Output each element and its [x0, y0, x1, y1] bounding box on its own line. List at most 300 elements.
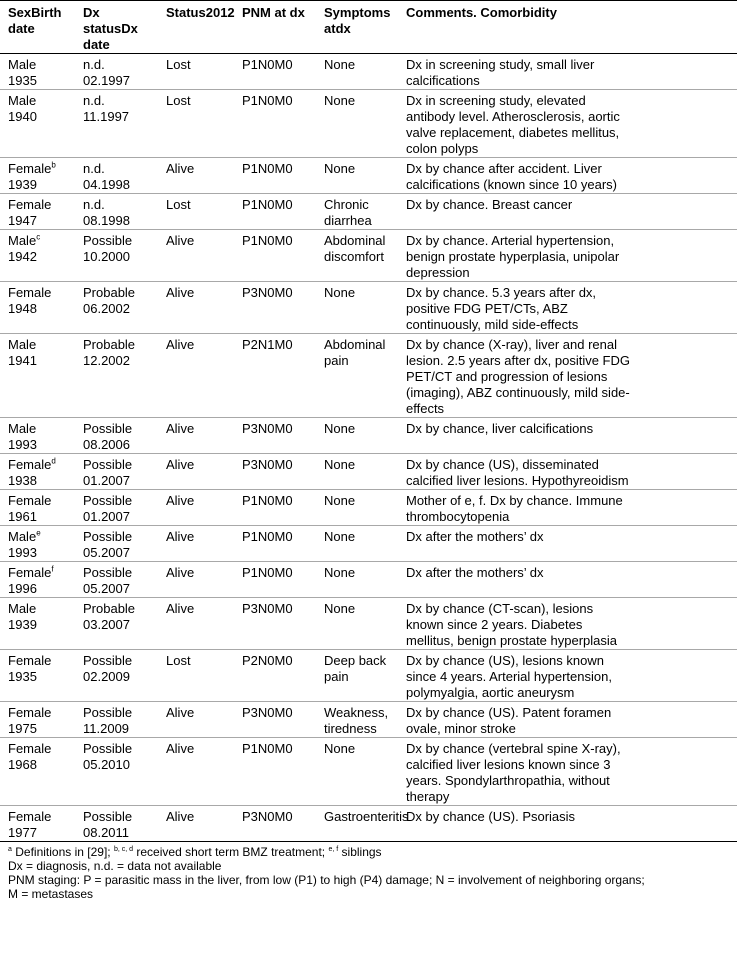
sex-label: [8, 741, 72, 757]
cell-pnm: [234, 702, 316, 738]
cell-sex-birth: [0, 598, 75, 650]
cell-comments: [398, 738, 737, 806]
dx-date: 11.2009: [83, 721, 130, 736]
dx-date: 08.1998: [83, 213, 130, 228]
cell-dx-status: [75, 454, 158, 490]
table-row: [0, 90, 737, 158]
symptoms-line: tiredness: [324, 721, 377, 736]
symptoms-line: discomfort: [324, 249, 384, 264]
birth-date: 1947: [8, 213, 37, 228]
table-row: [0, 490, 737, 526]
cell-comments: [398, 282, 737, 334]
cell-symptoms: [316, 194, 398, 230]
cell-sex-birth: [0, 418, 75, 454]
dx-date: 03.2007: [83, 617, 130, 632]
table-row: [0, 806, 737, 842]
birth-date: 1968: [8, 757, 37, 772]
cell-dx-status: [75, 158, 158, 194]
cell-pnm: [234, 194, 316, 230]
sex-value: Female: [8, 653, 52, 668]
footnote-marker: d: [51, 456, 56, 466]
cell-symptoms: [316, 702, 398, 738]
sex-label: [8, 337, 72, 353]
sex-value: Female: [8, 741, 52, 756]
cell-dx-status: [75, 282, 158, 334]
header-comments: Comments. Comorbidity: [398, 1, 737, 54]
dx-status: Possible: [83, 565, 133, 580]
table-row: [0, 562, 737, 598]
sex-value: Female: [8, 565, 52, 580]
cell-status-2012: [158, 418, 234, 454]
dx-date: 01.2007: [83, 473, 130, 488]
comment-line: Dx by chance (vertebral spine X-ray),: [406, 741, 621, 756]
comment-line: Dx by chance. 5.3 years after dx,: [406, 285, 597, 300]
sex-value: Female: [8, 161, 52, 176]
sex-label: [8, 93, 72, 109]
cell-dx-status: [75, 598, 158, 650]
status-2012: Alive: [166, 285, 195, 300]
cell-status-2012: [158, 194, 234, 230]
symptoms-line: pain: [324, 353, 349, 368]
pnm-stage: P1N0M0: [242, 493, 293, 508]
pnm-stage: P3N0M0: [242, 457, 293, 472]
sex-label: [8, 565, 72, 581]
cell-dx-status: [75, 334, 158, 418]
cell-symptoms: [316, 418, 398, 454]
status-2012: Alive: [166, 741, 195, 756]
sex-label: [8, 421, 72, 437]
footnote-marker: e: [36, 528, 41, 538]
symptoms-line: None: [324, 741, 356, 756]
cell-comments: [398, 194, 737, 230]
comment-line: Dx in screening study, small liver: [406, 57, 595, 72]
sex-label: [8, 809, 72, 825]
symptoms-line: Abdominal: [324, 337, 386, 352]
dx-status: Probable: [83, 285, 136, 300]
cell-sex-birth: [0, 702, 75, 738]
cell-sex-birth: [0, 90, 75, 158]
dx-date: 02.1997: [83, 73, 130, 88]
dx-date: 10.2000: [83, 249, 130, 264]
birth-date: 1996: [8, 581, 37, 596]
cell-pnm: [234, 490, 316, 526]
cell-dx-status: [75, 806, 158, 842]
cell-pnm: [234, 282, 316, 334]
cell-dx-status: [75, 702, 158, 738]
comment-line: Dx by chance (US), disseminated: [406, 457, 599, 472]
table-row: [0, 194, 737, 230]
cell-status-2012: [158, 54, 234, 90]
cell-pnm: [234, 454, 316, 490]
birth-date: 1939: [8, 617, 37, 632]
cell-comments: [398, 598, 737, 650]
dx-status: Possible: [83, 457, 133, 472]
cell-comments: [398, 562, 737, 598]
dx-status: n.d.: [83, 93, 105, 108]
comment-line: Dx after the mothers’ dx: [406, 565, 544, 580]
cell-status-2012: [158, 454, 234, 490]
symptoms-line: None: [324, 565, 356, 580]
cell-dx-status: [75, 90, 158, 158]
comment-line: years. Spondylarthropathia, without: [406, 773, 610, 788]
comment-line: known since 2 years. Diabetes: [406, 617, 583, 632]
birth-date: 1935: [8, 669, 37, 684]
table-row: [0, 526, 737, 562]
dx-date: 04.1998: [83, 177, 130, 192]
birth-date: 1993: [8, 545, 37, 560]
cell-comments: [398, 54, 737, 90]
symptoms-line: None: [324, 457, 356, 472]
comment-line: calcifications (known since 10 years): [406, 177, 617, 192]
cell-status-2012: [158, 598, 234, 650]
sex-label: [8, 601, 72, 617]
comment-line: calcified liver lesions known since 3: [406, 757, 611, 772]
sex-label: [8, 285, 72, 301]
sex-value: Female: [8, 809, 52, 824]
cell-symptoms: [316, 90, 398, 158]
status-2012: Alive: [166, 421, 195, 436]
table-row: [0, 598, 737, 650]
cell-pnm: [234, 334, 316, 418]
comment-line: valve replacement, diabetes mellitus,: [406, 125, 620, 140]
sex-value: Male: [8, 529, 37, 544]
cell-status-2012: [158, 230, 234, 282]
dx-status: n.d.: [83, 57, 105, 72]
table-header-row: [0, 1, 737, 54]
cell-pnm: [234, 418, 316, 454]
footnote-line-4: M = metastases: [8, 887, 94, 901]
symptoms-line: None: [324, 57, 356, 72]
pnm-stage: P1N0M0: [242, 741, 293, 756]
status-2012: Lost: [166, 93, 191, 108]
cell-pnm: [234, 230, 316, 282]
cell-pnm: [234, 806, 316, 842]
cell-status-2012: [158, 562, 234, 598]
cell-status-2012: [158, 282, 234, 334]
birth-date: 1942: [8, 249, 37, 264]
comment-line: colon polyps: [406, 141, 479, 156]
dx-date: 05.2007: [83, 545, 130, 560]
cell-sex-birth: [0, 454, 75, 490]
footnote-line-1: $^a$ Definitions in [29]; $^{b, c, d}$ received short term BMZ treatment; $^{e, f}$ siblings: [8, 845, 382, 859]
footnote-line-2: Dx = diagnosis, n.d. = data not available: [8, 859, 222, 873]
dx-status: Possible: [83, 529, 133, 544]
comment-line: calcified liver lesions. Hypothyreoidism: [406, 473, 629, 488]
dx-date: 05.2010: [83, 757, 130, 772]
header-symptoms: Symptoms atdx: [316, 1, 398, 54]
cell-dx-status: [75, 526, 158, 562]
cell-sex-birth: [0, 650, 75, 702]
comment-line: Dx by chance after accident. Liver: [406, 161, 602, 176]
status-2012: Lost: [166, 197, 191, 212]
cell-status-2012: [158, 334, 234, 418]
table-row: [0, 738, 737, 806]
cell-pnm: [234, 54, 316, 90]
cell-comments: [398, 454, 737, 490]
sex-value: Female: [8, 493, 52, 508]
cell-sex-birth: [0, 282, 75, 334]
pnm-stage: P3N0M0: [242, 285, 293, 300]
symptoms-line: Abdominal: [324, 233, 386, 248]
birth-date: 1993: [8, 437, 37, 452]
table-row: [0, 334, 737, 418]
comment-line: PET/CT and progression of lesions: [406, 369, 608, 384]
comment-line: Dx by chance. Arterial hypertension,: [406, 233, 615, 248]
cell-symptoms: [316, 598, 398, 650]
sex-label: [8, 529, 72, 545]
cell-sex-birth: [0, 334, 75, 418]
table-row: [0, 454, 737, 490]
symptoms-line: Chronic: [324, 197, 369, 212]
dx-date: 11.1997: [83, 109, 130, 124]
symptoms-line: None: [324, 601, 356, 616]
cell-symptoms: [316, 650, 398, 702]
birth-date: 1935: [8, 73, 37, 88]
dx-date: 01.2007: [83, 509, 130, 524]
sex-value: Female: [8, 457, 52, 472]
dx-date: 05.2007: [83, 581, 130, 596]
dx-status: Probable: [83, 337, 136, 352]
header-pnm: PNM at dx: [234, 1, 316, 54]
cell-pnm: [234, 650, 316, 702]
cell-sex-birth: [0, 562, 75, 598]
comment-line: positive FDG PET/CTs, ABZ: [406, 301, 568, 316]
comment-line: Dx by chance (X-ray), liver and renal: [406, 337, 617, 352]
cell-comments: [398, 490, 737, 526]
table-row: [0, 418, 737, 454]
cell-pnm: [234, 526, 316, 562]
cell-pnm: [234, 562, 316, 598]
comment-line: calcifications: [406, 73, 480, 88]
cell-dx-status: [75, 562, 158, 598]
pnm-stage: P3N0M0: [242, 421, 293, 436]
comment-line: Dx by chance (US). Patent foramen: [406, 705, 612, 720]
sex-label: [8, 233, 72, 249]
table-row: [0, 650, 737, 702]
pnm-stage: P1N0M0: [242, 565, 293, 580]
dx-date: 08.2011: [83, 825, 130, 840]
sex-value: Female: [8, 705, 52, 720]
birth-date: 1948: [8, 301, 37, 316]
dx-status: Possible: [83, 653, 133, 668]
comment-line: benign prostate hyperplasia, unipolar: [406, 249, 620, 264]
comment-line: Dx in screening study, elevated: [406, 93, 586, 108]
comment-line: mellitus, benign prostate hyperplasia: [406, 633, 618, 648]
cell-status-2012: [158, 650, 234, 702]
pnm-stage: P1N0M0: [242, 197, 293, 212]
dx-status: Possible: [83, 809, 133, 824]
cell-comments: [398, 418, 737, 454]
dx-date: 08.2006: [83, 437, 130, 452]
status-2012: Alive: [166, 457, 195, 472]
pnm-stage: P1N0M0: [242, 161, 293, 176]
cell-sex-birth: [0, 230, 75, 282]
cell-comments: [398, 702, 737, 738]
dx-date: 12.2002: [83, 353, 130, 368]
cell-symptoms: [316, 526, 398, 562]
cell-dx-status: [75, 418, 158, 454]
cell-symptoms: [316, 158, 398, 194]
status-2012: Lost: [166, 57, 191, 72]
footnote-marker: f: [51, 564, 54, 574]
dx-status: Possible: [83, 233, 133, 248]
header-status: Status2012: [158, 1, 234, 54]
cell-symptoms: [316, 54, 398, 90]
comment-line: Dx by chance, liver calcifications: [406, 421, 594, 436]
cell-dx-status: [75, 230, 158, 282]
comment-line: depression: [406, 265, 470, 280]
pnm-stage: P1N0M0: [242, 529, 293, 544]
footnote-marker: b: [51, 160, 56, 170]
status-2012: Alive: [166, 809, 195, 824]
comment-line: polymyalgia, aortic aneurysm: [406, 685, 575, 700]
comment-line: Dx by chance (US). Psoriasis: [406, 809, 576, 824]
sex-value: Male: [8, 421, 37, 436]
cell-symptoms: [316, 806, 409, 842]
cell-status-2012: [158, 490, 234, 526]
cell-status-2012: [158, 738, 234, 806]
symptoms-line: None: [324, 161, 356, 176]
cell-dx-status: [75, 54, 158, 90]
symptoms-line: None: [324, 93, 356, 108]
header-sex-birth: SexBirth date: [0, 1, 75, 54]
birth-date: 1941: [8, 353, 37, 368]
table-row: [0, 158, 737, 194]
cell-status-2012: [158, 526, 234, 562]
cell-status-2012: [158, 90, 234, 158]
sex-label: [8, 57, 72, 73]
sex-label: [8, 493, 72, 509]
pnm-stage: P3N0M0: [242, 705, 293, 720]
comment-line: effects: [406, 401, 445, 416]
symptoms-line: Weakness,: [324, 705, 389, 720]
table-row: [0, 702, 737, 738]
cell-symptoms: [316, 230, 398, 282]
birth-date: 1938: [8, 473, 37, 488]
pnm-stage: P1N0M0: [242, 233, 293, 248]
cell-symptoms: [316, 454, 398, 490]
cell-comments: [398, 526, 737, 562]
pnm-stage: P1N0M0: [242, 57, 293, 72]
sex-label: [8, 197, 72, 213]
status-2012: Alive: [166, 493, 195, 508]
pnm-stage: P1N0M0: [242, 93, 293, 108]
table-row: [0, 230, 737, 282]
status-2012: Alive: [166, 565, 195, 580]
sex-value: Female: [8, 197, 52, 212]
cell-sex-birth: [0, 806, 75, 842]
birth-date: 1975: [8, 721, 37, 736]
cell-symptoms: [316, 490, 398, 526]
cell-sex-birth: [0, 738, 75, 806]
sex-value: Male: [8, 337, 37, 352]
birth-date: 1961: [8, 509, 37, 524]
comment-line: continuously, mild side-effects: [406, 317, 579, 332]
dx-status: Probable: [83, 601, 136, 616]
dx-date: 02.2009: [83, 669, 130, 684]
cell-pnm: [234, 90, 316, 158]
sex-label: [8, 705, 72, 721]
cell-sex-birth: [0, 158, 75, 194]
sex-value: Male: [8, 93, 37, 108]
status-2012: Alive: [166, 233, 195, 248]
cell-pnm: [234, 598, 316, 650]
status-2012: Alive: [166, 601, 195, 616]
sex-label: [8, 161, 72, 177]
cell-symptoms: [316, 282, 398, 334]
cell-dx-status: [75, 738, 158, 806]
status-2012: Alive: [166, 529, 195, 544]
comment-line: antibody level. Atherosclerosis, aortic: [406, 109, 620, 124]
comment-line: lesion. 2.5 years after dx, positive FDG: [406, 353, 630, 368]
symptoms-line: None: [324, 285, 356, 300]
comment-line: thrombocytopenia: [406, 509, 510, 524]
pnm-stage: P3N0M0: [242, 601, 293, 616]
comment-line: Dx by chance (CT-scan), lesions: [406, 601, 594, 616]
cell-status-2012: [158, 702, 234, 738]
birth-date: 1940: [8, 109, 37, 124]
footnote-line-3: PNM staging: P = parasitic mass in the liver, from low (P1) to high (P4) damage; N = involvement of neighboring organs;: [8, 873, 645, 887]
status-2012: Alive: [166, 337, 195, 352]
dx-status: Possible: [83, 421, 133, 436]
cell-comments: [398, 806, 737, 842]
cell-comments: [398, 158, 737, 194]
cell-pnm: [234, 158, 316, 194]
cell-sex-birth: [0, 194, 75, 230]
cell-dx-status: [75, 650, 158, 702]
symptoms-line: None: [324, 493, 356, 508]
birth-date: 1939: [8, 177, 37, 192]
symptoms-line: pain: [324, 669, 349, 684]
birth-date: 1977: [8, 825, 37, 840]
comment-line: since 4 years. Arterial hypertension,: [406, 669, 612, 684]
symptoms-line: None: [324, 529, 356, 544]
dx-date: 06.2002: [83, 301, 130, 316]
cell-sex-birth: [0, 526, 75, 562]
cell-comments: [398, 334, 737, 418]
header-dx-status: Dx statusDx date: [75, 1, 158, 54]
status-2012: Alive: [166, 161, 195, 176]
cell-symptoms: [316, 738, 398, 806]
cell-symptoms: [316, 562, 398, 598]
cell-status-2012: [158, 806, 234, 842]
cell-pnm: [234, 738, 316, 806]
pnm-stage: P2N0M0: [242, 653, 293, 668]
cell-comments: [398, 90, 737, 158]
cell-sex-birth: [0, 54, 75, 90]
comment-line: Mother of e, f. Dx by chance. Immune: [406, 493, 623, 508]
sex-label: [8, 457, 72, 473]
symptoms-line: diarrhea: [324, 213, 372, 228]
pnm-stage: P2N1M0: [242, 337, 293, 352]
comment-line: ovale, minor stroke: [406, 721, 516, 736]
status-2012: Lost: [166, 653, 191, 668]
table-footnotes: [0, 842, 737, 901]
comment-line: Dx after the mothers’ dx: [406, 529, 544, 544]
cell-comments: [398, 650, 737, 702]
dx-status: n.d.: [83, 197, 105, 212]
footnote-marker: c: [36, 232, 41, 242]
sex-label: [8, 653, 72, 669]
symptoms-line: None: [324, 421, 356, 436]
sex-value: Male: [8, 601, 37, 616]
comment-line: Dx by chance (US), lesions known: [406, 653, 604, 668]
sex-value: Male: [8, 233, 37, 248]
sex-value: Female: [8, 285, 52, 300]
dx-status: Possible: [83, 705, 133, 720]
comment-line: Dx by chance. Breast cancer: [406, 197, 573, 212]
comment-line: (imaging), ABZ continuously, mild side-: [406, 385, 630, 400]
